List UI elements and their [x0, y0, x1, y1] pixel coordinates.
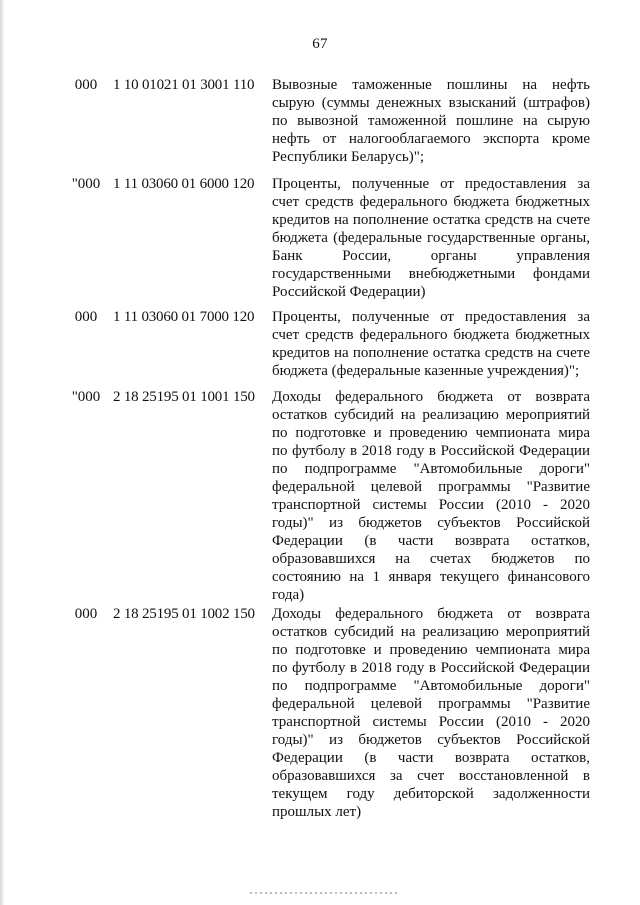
description-line: образовавшихся на счетах бюджетов по [272, 551, 590, 567]
description-line: состоянию на 1 января текущего финансового [272, 569, 590, 585]
description-line: по футболу в 2018 году в Российской Федерации [272, 660, 590, 676]
description-line: Республики Беларусь)"; [272, 149, 424, 165]
classification-code: 1 11 03060 01 6000 120 [113, 176, 255, 192]
description-line: бюджета (федеральные казенные учреждения)"; [272, 363, 580, 379]
page-number: 67 [312, 36, 328, 52]
description-line: годы)" из бюджетов субъектов Российской [272, 515, 590, 531]
entry-description [272, 76, 590, 166]
description-line: Проценты, полученные от предоставления за [272, 309, 590, 325]
description-line: прошлых лет) [272, 804, 362, 820]
classification-code: 1 11 03060 01 7000 120 [113, 309, 255, 325]
classification-code: 2 18 25195 01 1002 150 [113, 606, 255, 622]
description-line: остатков субсидий на реализацию мероприятий [272, 407, 590, 423]
description-line: сырую (суммы денежных взысканий (штрафов) [272, 95, 590, 111]
description-line: Федерации (в части возврата остатков, [272, 533, 590, 549]
classification-code: 2 18 25195 01 1001 150 [113, 389, 255, 405]
description-line: бюджета (федеральные государственные органы, [272, 230, 590, 246]
chapter-code: 000 [74, 606, 98, 622]
description-line: Банк России, органы управления [272, 248, 590, 264]
description-line: по вывозной таможенной пошлине на сырую [272, 113, 590, 129]
chapter-code: "000 [71, 176, 101, 192]
description-line: Федерации (в части возврата остатков, [272, 750, 590, 766]
description-line: текущем году дебиторской задолженности [272, 786, 590, 802]
description-line: федеральной целевой программы "Развитие [272, 479, 590, 495]
description-line: нефть от налогооблагаемого экспорта кроме [272, 131, 590, 147]
description-line: по подготовке и проведению чемпионата мира [272, 642, 590, 658]
description-line: по подпрограмме "Автомобильные дороги" [272, 678, 590, 694]
description-line: транспортной системы России (2010 - 2020 [272, 714, 590, 730]
description-line: Вывозные таможенные пошлины на нефть [272, 77, 590, 93]
description-line: Российской Федерации) [272, 284, 426, 300]
description-line: по подпрограмме "Автомобильные дороги" [272, 461, 590, 477]
classification-code: 1 10 01021 01 3001 110 [113, 77, 255, 93]
description-line: транспортной системы России (2010 - 2020 [272, 497, 590, 513]
entry-description [272, 175, 590, 301]
description-line: кредитов на пополнение остатка средств на счете [272, 345, 590, 361]
chapter-code: "000 [71, 389, 101, 405]
description-line: года) [272, 587, 305, 603]
description-line: кредитов на пополнение остатка средств на счете [272, 212, 590, 228]
entry-description [272, 605, 590, 821]
chapter-code: 000 [74, 77, 98, 93]
description-line: годы)" из бюджетов субъектов Российской [272, 732, 590, 748]
description-line: счет средств федерального бюджета бюджетных [272, 327, 590, 343]
description-line: по подготовке и проведению чемпионата мира [272, 425, 590, 441]
entry-description [272, 308, 590, 380]
description-line: счет средств федерального бюджета бюджетных [272, 194, 590, 210]
scan-footer-mark [250, 892, 400, 894]
description-line: государственными внебюджетными фондами [272, 266, 590, 282]
description-line: образовавшихся за счет восстановленной в [272, 768, 590, 784]
description-line: Доходы федерального бюджета от возврата [272, 606, 590, 622]
description-line: остатков субсидий на реализацию мероприятий [272, 624, 590, 640]
description-line: Доходы федерального бюджета от возврата [272, 389, 590, 405]
entry-description [272, 388, 590, 604]
description-line: федеральной целевой программы "Развитие [272, 696, 590, 712]
scan-edge-shadow [0, 0, 4, 905]
description-line: Проценты, полученные от предоставления за [272, 176, 590, 192]
description-line: по футболу в 2018 году в Российской Федерации [272, 443, 590, 459]
chapter-code: 000 [74, 309, 98, 325]
